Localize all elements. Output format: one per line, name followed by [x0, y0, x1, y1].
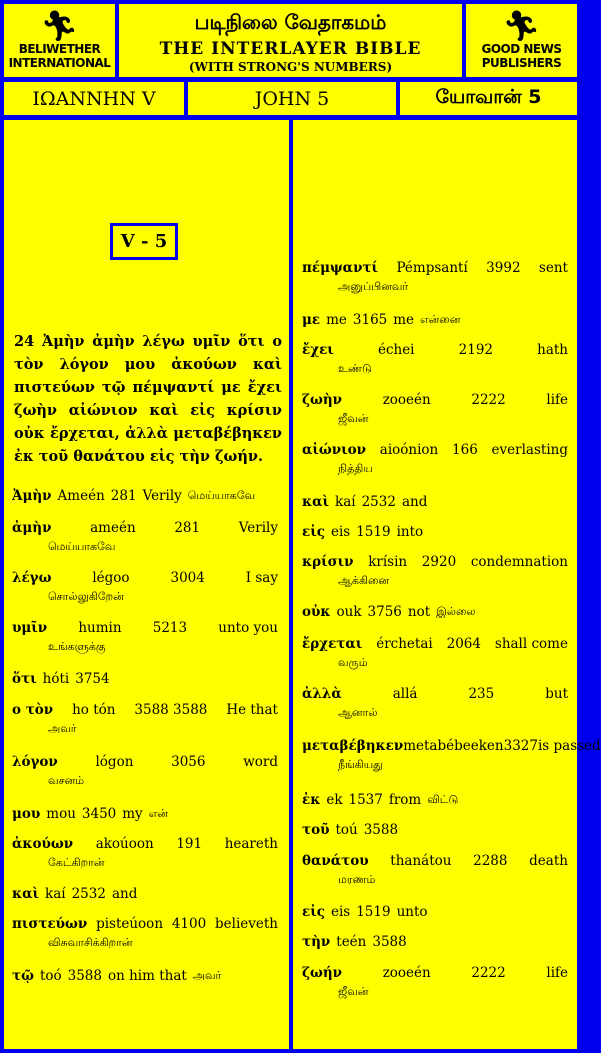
transliteration: mou	[46, 806, 76, 822]
transliteration: me	[326, 312, 347, 328]
word-entry	[302, 902, 568, 922]
tamil-gloss: மெய்யாகவே	[48, 540, 116, 553]
tamil-gloss: ஆனால்	[338, 706, 378, 719]
tamil-gloss: நீங்கியது	[338, 758, 383, 771]
left-column	[4, 120, 289, 1049]
word-entry	[302, 340, 568, 378]
english-gloss: not	[407, 604, 431, 620]
greek-word: πέμψαντί	[302, 260, 379, 276]
tamil-gloss: ஜீவன்	[338, 985, 369, 998]
tamil-gloss: விசுவாசிக்கிறான்	[48, 936, 133, 949]
word-entry	[302, 552, 568, 590]
logo-text-right: GOOD NEWS PUBLISHERS	[481, 41, 562, 70]
title-tamil: படிநிலை வேதாகமம்	[194, 10, 387, 34]
transliteration: kaí	[335, 494, 356, 510]
greek-word: καὶ	[12, 886, 40, 902]
word-entry	[302, 258, 568, 296]
english-gloss: hath	[537, 342, 568, 358]
strongs-number: 2222	[471, 392, 506, 408]
word-entry	[302, 440, 568, 478]
english-gloss: everlasting	[491, 442, 568, 458]
title-block	[119, 4, 462, 77]
english-gloss: into	[396, 524, 424, 540]
word-entry	[302, 736, 601, 774]
english-gloss: shall come	[494, 636, 568, 652]
transliteration: humin	[78, 620, 122, 636]
tamil-gloss: உண்டு	[338, 362, 372, 375]
transliteration: thanátou	[390, 853, 452, 869]
transliteration: zooeén	[382, 965, 431, 981]
strongs-number: 3327	[503, 738, 538, 754]
english-gloss: condemnation	[470, 554, 568, 570]
transliteration: kaí	[45, 886, 66, 902]
english-gloss: I say	[245, 570, 278, 586]
word-entry	[302, 602, 568, 622]
greek-word: τοῦ	[302, 822, 330, 838]
tamil-gloss: அனுப்பினவர்	[338, 280, 409, 293]
transliteration: lógon	[95, 754, 134, 770]
strongs-number: 2532	[361, 494, 396, 510]
word-entry	[302, 963, 568, 1001]
transliteration: Pémpsantí	[396, 260, 468, 276]
greek-word: Ἀμὴν	[12, 488, 52, 504]
transliteration: zooeén	[382, 392, 431, 408]
greek-word: ἔχει	[302, 342, 334, 358]
greek-word: καὶ	[302, 494, 330, 510]
english-gloss: Verily	[238, 520, 278, 536]
english-gloss: from	[388, 792, 422, 808]
publisher-logo-right	[466, 4, 577, 77]
english-gloss: but	[545, 686, 568, 702]
tamil-gloss: மெய்யாகவே	[187, 489, 256, 502]
tamil-gloss: ஜீவன்	[338, 412, 369, 425]
chapter-tamil-label: யோவான் 5	[435, 86, 542, 108]
tamil-gloss: சொல்லுகிறேன்	[48, 590, 124, 603]
chapter-english	[188, 82, 396, 115]
english-gloss: word	[243, 754, 278, 770]
greek-word: τὴν	[302, 934, 331, 950]
strongs-number: 3754	[75, 671, 110, 687]
greek-word: ζωὴν	[302, 392, 343, 408]
transliteration: krísin	[368, 554, 408, 570]
strongs-number: 1519	[356, 904, 391, 920]
word-entry	[302, 310, 568, 330]
subtitle: (WITH STRONG'S NUMBERS)	[188, 60, 393, 74]
greek-word: υμῖν	[12, 620, 48, 636]
tamil-gloss: என்னை	[420, 313, 461, 326]
greek-word: ἐκ	[302, 792, 321, 808]
strongs-number: 2288	[473, 853, 508, 869]
transliteration: ho tón	[72, 702, 116, 718]
english-gloss: me	[393, 312, 415, 328]
english-gloss: unto	[396, 904, 428, 920]
english-gloss: sent	[538, 260, 568, 276]
chapter-greek	[4, 82, 184, 115]
strongs-number: 2532	[71, 886, 106, 902]
word-entry	[302, 820, 568, 840]
verse-box: V - 5	[110, 223, 178, 260]
english-gloss: on him that	[107, 968, 187, 984]
transliteration: teén	[336, 934, 367, 950]
word-entry	[302, 522, 568, 542]
word-entry	[302, 851, 568, 889]
strongs-number: 5213	[152, 620, 188, 636]
tamil-gloss: நித்திய	[338, 462, 373, 475]
transliteration: hóti	[42, 671, 70, 687]
greek-word: ὅτι	[12, 671, 37, 687]
strongs-number: 2192	[458, 342, 493, 358]
tamil-gloss: ஆக்கினை	[338, 574, 390, 587]
word-entry	[12, 966, 278, 986]
greek-word: εἰς	[302, 524, 325, 540]
word-entry	[12, 752, 278, 790]
english-gloss: Verily	[142, 488, 182, 504]
strongs-number: 3004	[170, 570, 205, 586]
runner-icon: 🏃︎	[40, 8, 79, 44]
english-gloss: unto you	[218, 620, 278, 636]
transliteration: Ameén	[57, 488, 105, 504]
transliteration: eis	[330, 524, 351, 540]
tamil-gloss: என்	[148, 807, 168, 820]
tamil-gloss: வரும்	[338, 656, 368, 669]
transliteration: toú	[335, 822, 358, 838]
logo-text-left: BELIWETHER INTERNATIONAL	[8, 41, 111, 70]
transliteration: allá	[392, 686, 418, 702]
strongs-number: 2064	[446, 636, 481, 652]
transliteration: pisteúoon	[96, 916, 164, 932]
english-gloss: believeth	[215, 916, 278, 932]
tamil-gloss: உங்களுக்கு	[48, 640, 106, 653]
greek-word: οὐκ	[302, 604, 331, 620]
greek-word: λόγον	[12, 754, 58, 770]
greek-word: εἰς	[302, 904, 325, 920]
strongs-number: 3756	[367, 604, 402, 620]
english-gloss: is passed	[537, 738, 601, 754]
word-entry	[12, 618, 278, 656]
transliteration: ouk	[336, 604, 362, 620]
publisher-logo-left	[4, 4, 115, 77]
transliteration: toó	[39, 968, 62, 984]
greek-word: ἀκούων	[12, 836, 74, 852]
strongs-number: 3588	[372, 934, 407, 950]
strongs-number: 3165	[352, 312, 388, 328]
greek-word: ἀλλὰ	[302, 686, 342, 702]
transliteration: ameén	[90, 520, 136, 536]
word-entry	[12, 518, 278, 556]
strongs-number: 2222	[471, 965, 506, 981]
strongs-number: 235	[468, 686, 495, 702]
word-entry	[302, 390, 568, 428]
right-column	[293, 120, 601, 1049]
greek-word: ζωήν	[302, 965, 343, 981]
transliteration: aioónion	[379, 442, 439, 458]
english-gloss: life	[546, 392, 568, 408]
word-entry	[12, 914, 278, 952]
strongs-number: 281	[174, 520, 201, 536]
verse-text: 24 Ἀμὴν ἀμὴν λέγω υμῖν ὅτι ο τὸν λόγον μου ἀκούων καὶ πιστεύων τῷ πέμψαντί με ἔχει ζωὴν αἰώνιον καὶ εἰς κρίσιν οὐκ ἔρχεται, ἀλλὰ μεταβέβηκεν ἐκ τοῦ θανάτου εἰς τὴν ζωήν.	[14, 333, 282, 465]
greek-word: ο τὸν	[12, 702, 54, 718]
greek-word: κρίσιν	[302, 554, 354, 570]
tamil-gloss: மரணம்	[338, 873, 376, 886]
word-entry	[12, 884, 278, 904]
greek-word: μου	[12, 806, 41, 822]
title-english: THE INTERLAYER BIBLE	[159, 39, 422, 59]
tamil-gloss: அவர்	[48, 722, 77, 735]
word-entry	[302, 790, 568, 810]
word-entry	[12, 834, 278, 872]
strongs-number: 3450	[81, 806, 117, 822]
english-gloss: and	[401, 494, 428, 510]
strongs-number: 1537	[348, 792, 383, 808]
transliteration: eis	[330, 904, 351, 920]
word-entry	[12, 669, 278, 689]
english-gloss: heareth	[224, 836, 278, 852]
strongs-number: 3588	[67, 968, 102, 984]
word-entry	[12, 568, 278, 606]
transliteration: échei	[377, 342, 415, 358]
tamil-gloss: விட்டு	[427, 793, 459, 806]
transliteration: légoo	[92, 570, 130, 586]
transliteration: metabébeeken	[403, 738, 504, 754]
word-entry	[12, 486, 278, 506]
tamil-gloss: அவர்	[192, 969, 222, 982]
greek-word: ἀμὴν	[12, 520, 52, 536]
strongs-number: 1519	[356, 524, 391, 540]
word-entry	[302, 684, 568, 722]
strongs-number: 3588 3588	[134, 702, 208, 718]
tamil-gloss: கேட்கிறான்	[48, 856, 105, 869]
transliteration: akoúoon	[95, 836, 154, 852]
runner-icon: 🏃︎	[502, 8, 541, 44]
strongs-number: 191	[176, 836, 203, 852]
strongs-number: 3992	[486, 260, 521, 276]
tamil-gloss: வசனம்	[48, 774, 85, 787]
transliteration: ek	[326, 792, 343, 808]
word-entry	[302, 932, 568, 952]
word-entry	[12, 700, 278, 738]
english-gloss: my	[122, 806, 143, 822]
strongs-number: 281	[110, 488, 137, 504]
english-gloss: He that	[226, 702, 278, 718]
word-entry	[302, 634, 568, 672]
greek-word: πιστεύων	[12, 916, 88, 932]
greek-word: τῷ	[12, 968, 34, 984]
strongs-number: 4100	[171, 916, 207, 932]
greek-word: θανάτου	[302, 853, 369, 869]
english-gloss: death	[529, 853, 568, 869]
tamil-gloss: இல்லை	[436, 605, 476, 618]
greek-word: αἰώνιον	[302, 442, 367, 458]
word-entry	[12, 804, 278, 824]
transliteration: érchetai	[376, 636, 433, 652]
strongs-number: 2920	[421, 554, 457, 570]
chapter-greek-label: ΙΩΑΝΝΗΝ V	[32, 87, 156, 110]
strongs-number: 3056	[171, 754, 206, 770]
greek-word: λέγω	[12, 570, 52, 586]
greek-word: με	[302, 312, 321, 328]
greek-word: μεταβέβηκεν	[302, 738, 404, 754]
english-gloss: life	[546, 965, 568, 981]
english-gloss: and	[111, 886, 138, 902]
chapter-english-label: JOHN 5	[254, 87, 330, 110]
chapter-tamil	[400, 82, 577, 115]
strongs-number: 3588	[363, 822, 399, 838]
word-entry	[302, 492, 568, 512]
strongs-number: 166	[452, 442, 478, 458]
greek-word: ἔρχεται	[302, 636, 363, 652]
